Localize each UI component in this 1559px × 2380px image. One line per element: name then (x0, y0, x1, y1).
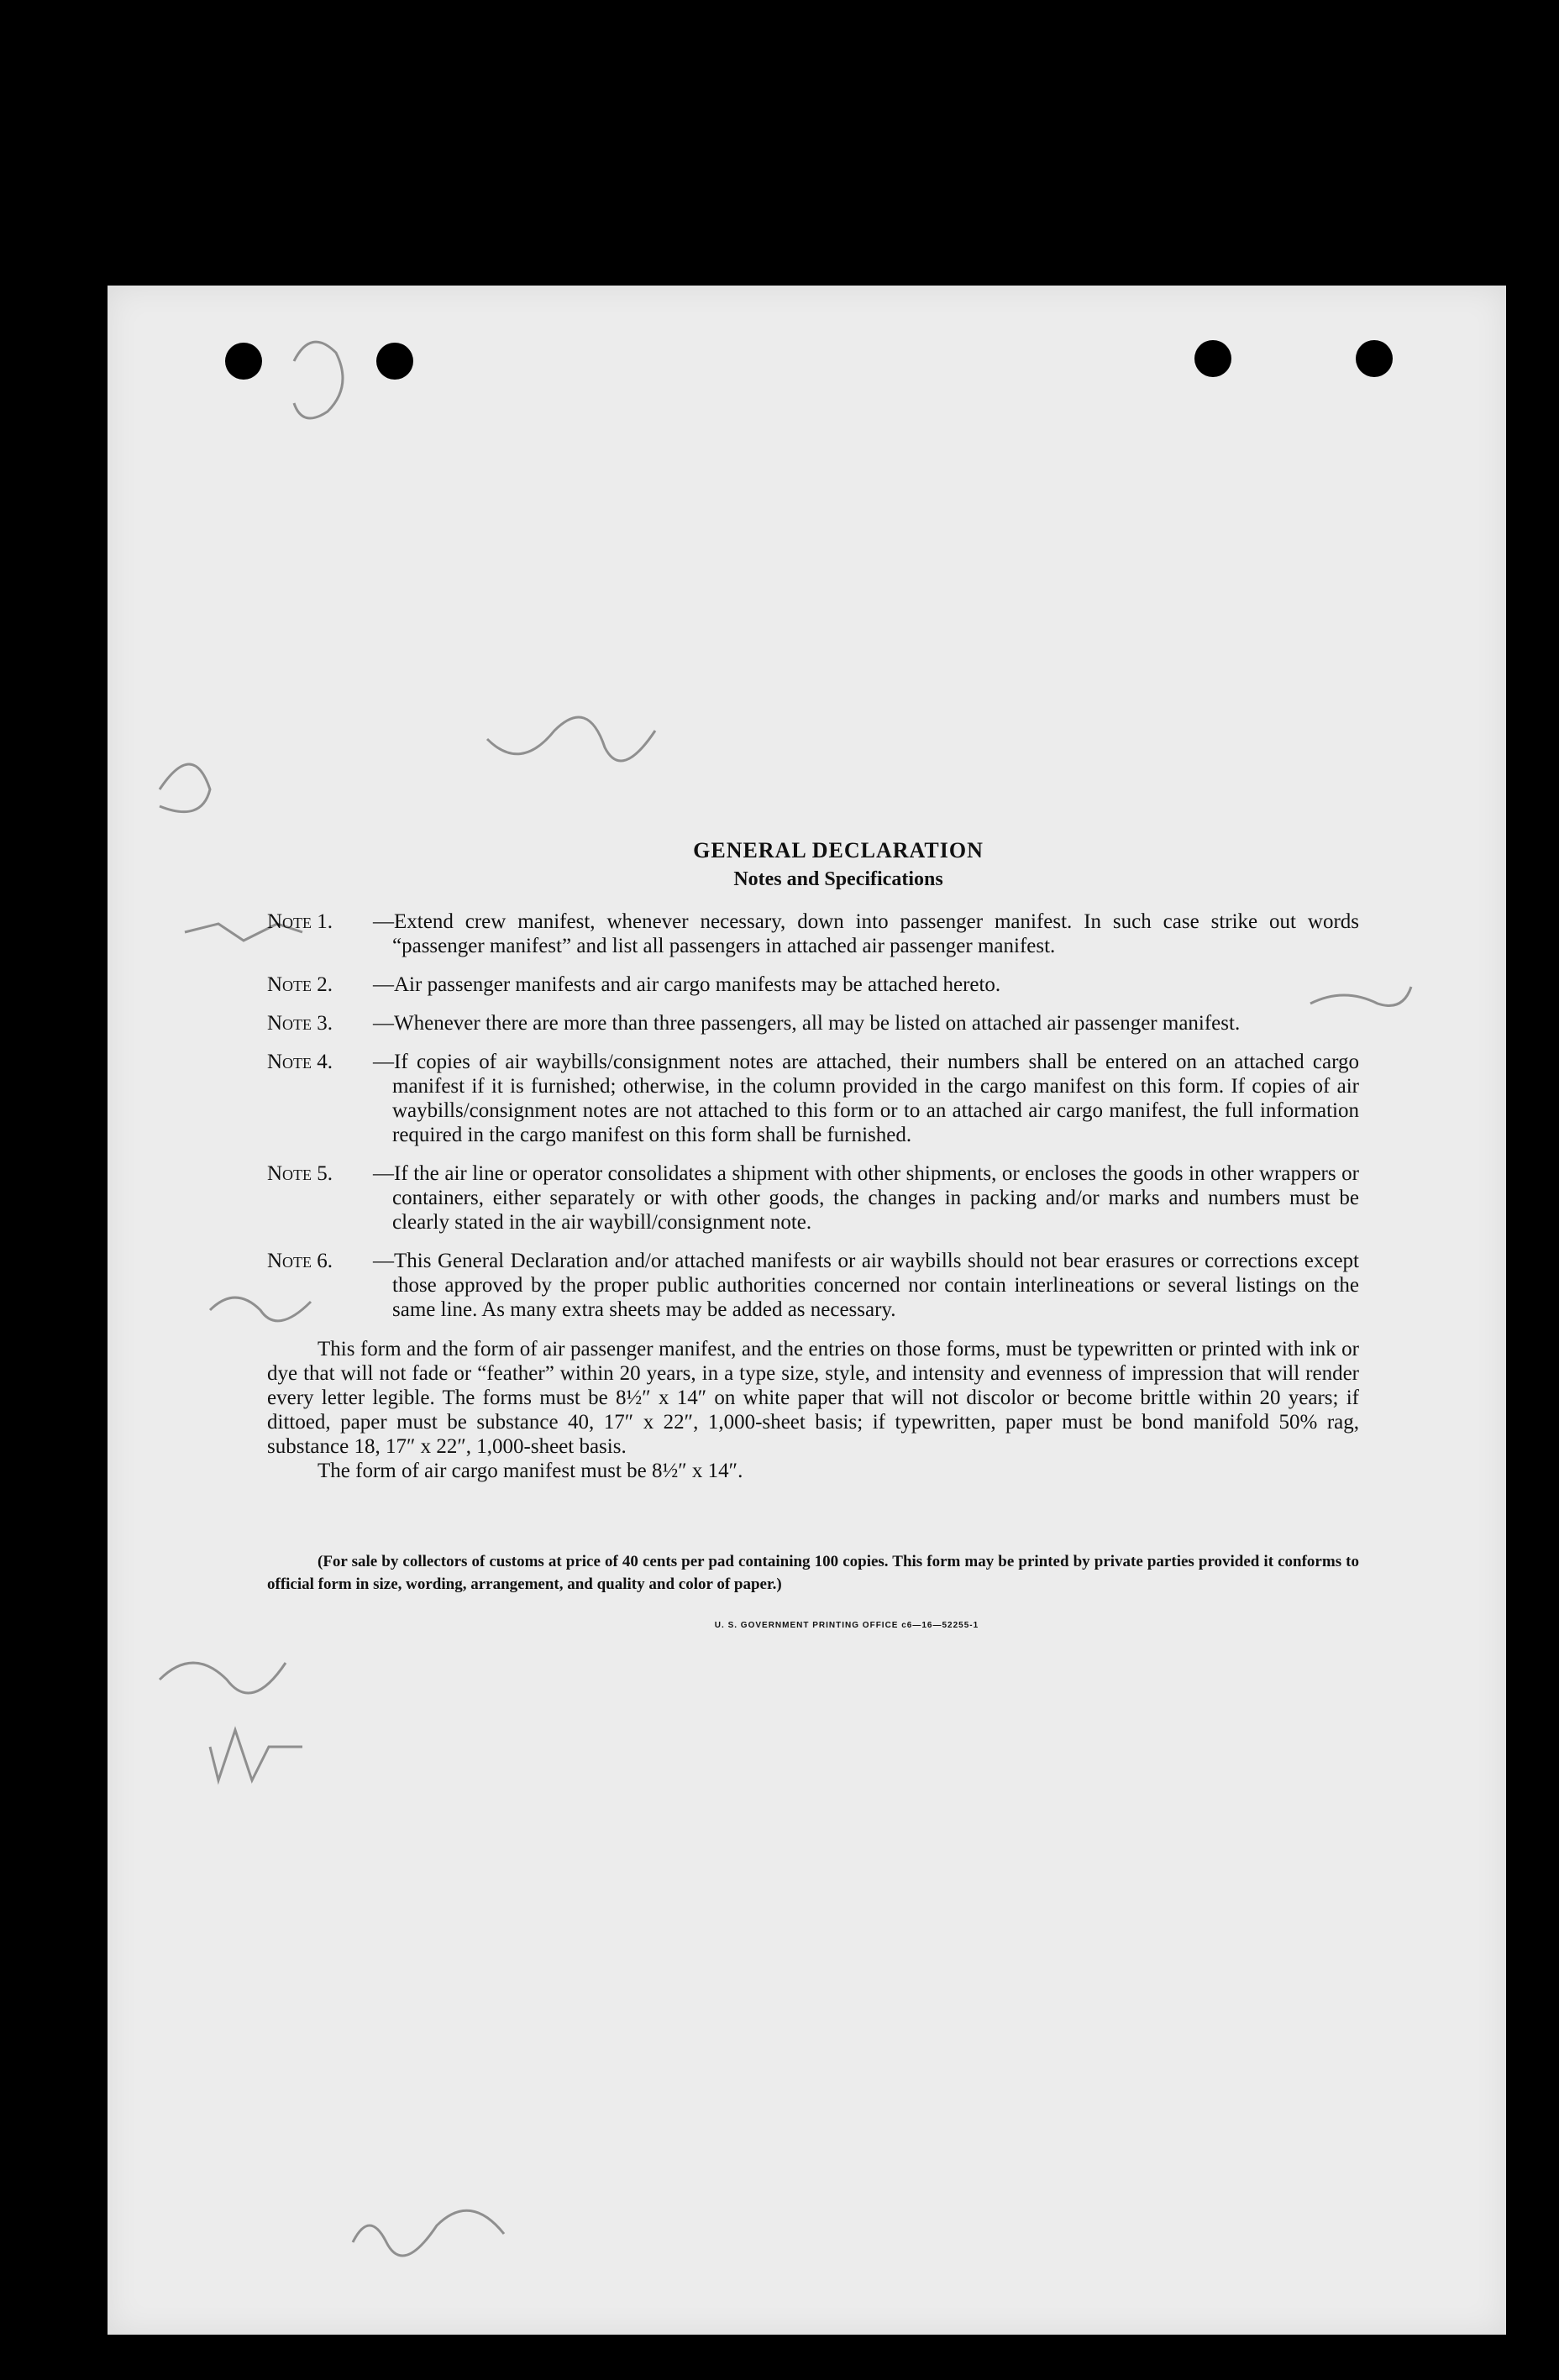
note-5 (267, 1161, 1359, 1235)
note-2 (267, 972, 1359, 997)
note-3 (267, 1011, 1359, 1035)
note-text: —Extend crew manifest, whenever necessary, down into passenger manifest. In such case strike out words “passenger manifest” and list all passengers in attached air passenger manifest. (373, 910, 1359, 957)
note-label: Note 6. (267, 1250, 333, 1272)
document-subtitle: Notes and Specifications (733, 868, 943, 890)
note-text: —Air passenger manifests and air cargo manifests may be attached hereto. (373, 973, 1001, 996)
note-label: Note 2. (267, 973, 333, 996)
note-label: Note 4. (267, 1051, 333, 1073)
sale-notice: (For sale by collectors of customs at price of 40 cents per pad containing 100 copies. This form may be printed by private parties provided it conforms to official form in size, wording, arrangement, and quality and color of paper.) (267, 1553, 1359, 1593)
punch-hole-left-1 (225, 343, 262, 380)
document-title: GENERAL DECLARATION (693, 838, 984, 862)
note-label: Note 5. (267, 1162, 333, 1185)
note-1 (267, 910, 1359, 958)
note-text: —This General Declaration and/or attached manifests or air waybills should not bear erasures or corrections except those approved by the proper public authorities concerned nor contain interlineations or several listings on the same line. As many extra sheets may be added as necessary. (373, 1250, 1359, 1321)
note-text: —Whenever there are more than three passengers, all may be listed on attached air passenger manifest. (373, 1012, 1241, 1035)
note-label: Note 1. (267, 910, 333, 933)
cargo-size-line: The form of air cargo manifest must be 8½″ x 14″. (318, 1460, 743, 1482)
printer-line: U. S. GOVERNMENT PRINTING OFFICE c6—16—52255-1 (714, 1621, 979, 1630)
note-4 (267, 1050, 1359, 1147)
punch-hole-right-2 (1356, 340, 1393, 377)
note-6 (267, 1249, 1359, 1322)
punch-hole-right-1 (1194, 340, 1231, 377)
notes-section (267, 838, 1359, 1630)
note-text: —If the air line or operator consolidates a shipment with other shipments, or encloses the goods in other wrappers or containers, either separately or with other goods, the changes in packing and/or marks and numbers must be clearly stated in the air waybill/consignment note. (373, 1162, 1359, 1234)
note-text: —If copies of air waybills/consignment notes are attached, their numbers shall be entered on an attached cargo manifest if it is furnished; otherwise, in the column provided in the cargo manifest on this form. If copies of air waybills/consignment notes are not attached to this form or to an attached air cargo manifest, the full information required in the cargo manifest on this form shall be furnished. (373, 1051, 1359, 1146)
punch-hole-left-2 (376, 343, 413, 380)
note-label: Note 3. (267, 1012, 333, 1035)
specification-paragraph: This form and the form of air passenger manifest, and the entries on those forms, must be typewritten or printed with ink or dye that will not fade or “feather” within 20 years, in a type size, style, and intensity and evenness of impression that will render every letter legible. The forms must be 8½″ x 14″ on white paper that will not discolor or become brittle within 20 years; if dittoed, paper must be substance 40, 17″ x 22″, 1,000-sheet basis; if typewritten, paper must be bond manifold 50% rag, substance 18, 17″ x 22″, 1,000-sheet basis. (267, 1338, 1359, 1458)
